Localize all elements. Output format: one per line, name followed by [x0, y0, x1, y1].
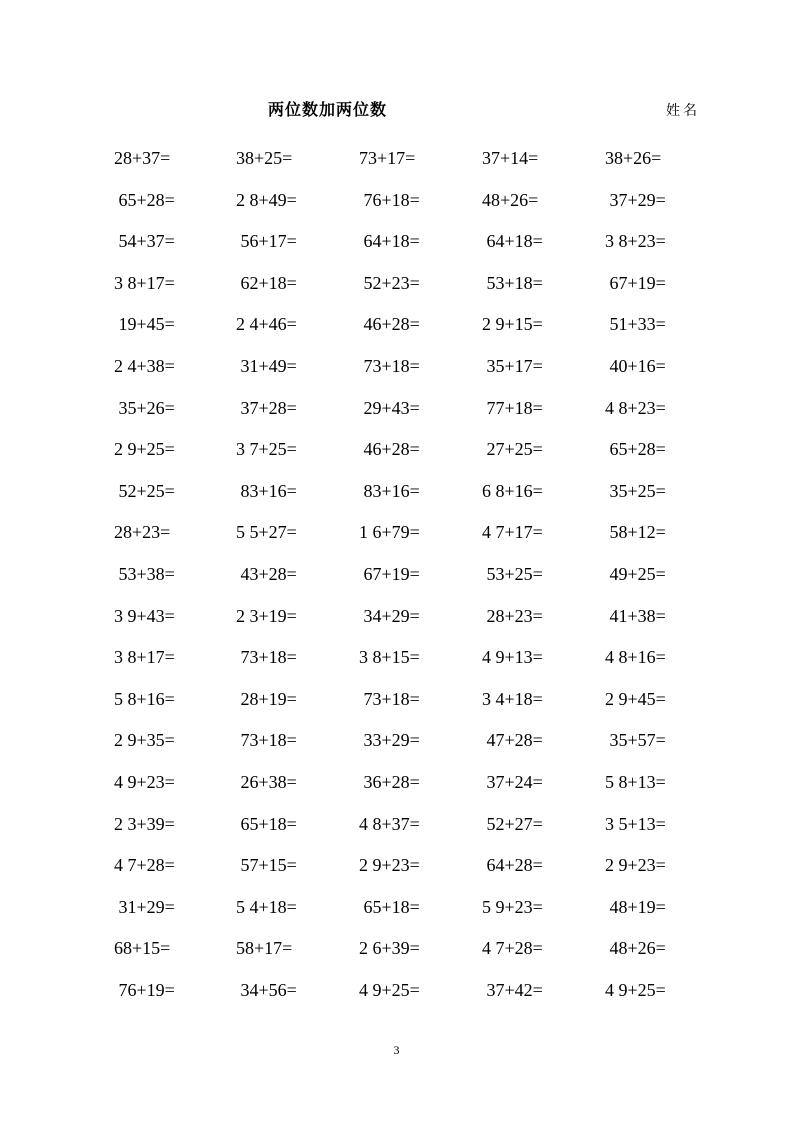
addition-problem: 54+37=: [114, 231, 175, 252]
addition-problem: 5 9+23=: [482, 896, 543, 917]
problem-row: [0, 228, 793, 270]
addition-problem: 3 5+13=: [605, 813, 666, 834]
problem-row: [0, 603, 793, 645]
addition-problem: 4 7+17=: [482, 522, 543, 543]
problem-row: [0, 977, 793, 1019]
problem-row: [0, 561, 793, 603]
addition-problem: 48+26=: [482, 189, 539, 210]
addition-problem: 2 9+25=: [114, 439, 175, 460]
addition-problem: 4 9+13=: [482, 647, 543, 668]
addition-problem: 36+28=: [359, 771, 420, 792]
addition-problem: 2 9+15=: [482, 314, 543, 335]
addition-problem: 4 8+16=: [605, 647, 666, 668]
problem-row: [0, 311, 793, 353]
addition-problem: 41+38=: [605, 605, 666, 626]
addition-problem: 4 9+25=: [359, 979, 420, 1000]
addition-problem: 4 7+28=: [482, 938, 543, 959]
problem-row: [0, 686, 793, 728]
addition-problem: 2 9+23=: [359, 855, 420, 876]
addition-problem: 28+23=: [482, 605, 543, 626]
addition-problem: 37+28=: [236, 397, 297, 418]
addition-problem: 2 9+45=: [605, 688, 666, 709]
page-number: 3: [393, 1043, 400, 1057]
addition-problem: 5 8+13=: [605, 771, 666, 792]
addition-problem: 48+19=: [605, 896, 666, 917]
problem-row: [0, 935, 793, 977]
addition-problem: 62+18=: [236, 272, 297, 293]
problem-row: [0, 811, 793, 853]
addition-problem: 5 4+18=: [236, 896, 297, 917]
addition-problem: 37+29=: [605, 189, 666, 210]
problem-row: [0, 644, 793, 686]
addition-problem: 40+16=: [605, 355, 666, 376]
addition-problem: 35+57=: [605, 730, 666, 751]
problem-row: [0, 478, 793, 520]
addition-problem: 58+12=: [605, 522, 666, 543]
addition-problem: 2 4+38=: [114, 355, 175, 376]
addition-problem: 76+18=: [359, 189, 420, 210]
addition-problem: 5 5+27=: [236, 522, 297, 543]
addition-problem: 52+27=: [482, 813, 543, 834]
addition-problem: 64+18=: [482, 231, 543, 252]
addition-problem: 26+38=: [236, 771, 297, 792]
addition-problem: 73+18=: [359, 688, 420, 709]
addition-problem: 2 3+39=: [114, 813, 175, 834]
addition-problem: 31+29=: [114, 896, 175, 917]
addition-problem: 56+17=: [236, 231, 297, 252]
addition-problem: 35+17=: [482, 355, 543, 376]
problem-row: [0, 894, 793, 936]
addition-problem: 2 9+23=: [605, 855, 666, 876]
addition-problem: 28+19=: [236, 688, 297, 709]
addition-problem: 57+15=: [236, 855, 297, 876]
problem-row: [0, 187, 793, 229]
addition-problem: 1 6+79=: [359, 522, 420, 543]
problem-row: [0, 436, 793, 478]
addition-problem: 4 9+23=: [114, 771, 175, 792]
addition-problem: 48+26=: [605, 938, 666, 959]
addition-problem: 67+19=: [359, 563, 420, 584]
addition-problem: 3 7+25=: [236, 439, 297, 460]
addition-problem: 73+17=: [359, 148, 416, 168]
addition-problem: 67+19=: [605, 272, 666, 293]
addition-problem: 52+23=: [359, 272, 420, 293]
addition-problem: 47+28=: [482, 730, 543, 751]
addition-problem: 46+28=: [359, 439, 420, 460]
addition-problem: 27+25=: [482, 439, 543, 460]
addition-problem: 35+25=: [605, 480, 666, 501]
problem-row: [0, 353, 793, 395]
addition-problem: 19+45=: [114, 314, 175, 335]
addition-problem: 33+29=: [359, 730, 420, 751]
addition-problem: 52+25=: [114, 480, 175, 501]
addition-problem: 65+28=: [114, 189, 175, 210]
addition-problem: 46+28=: [359, 314, 420, 335]
addition-problem: 65+28=: [605, 439, 666, 460]
addition-problem: 73+18=: [236, 730, 297, 751]
addition-problem: 3 9+43=: [114, 605, 175, 626]
addition-problem: 6 8+16=: [482, 480, 543, 501]
addition-problem: 77+18=: [482, 397, 543, 418]
addition-problem: 2 4+46=: [236, 314, 297, 335]
addition-problem: 37+42=: [482, 979, 543, 1000]
addition-problem: 2 8+49=: [236, 189, 297, 210]
page-title: 两位数加两位数: [268, 100, 388, 119]
addition-problem: 51+33=: [605, 314, 666, 335]
addition-problem: 76+19=: [114, 979, 175, 1000]
addition-problem: 53+38=: [114, 563, 175, 584]
addition-problem: 53+25=: [482, 563, 543, 584]
problem-row: [0, 270, 793, 312]
problem-row: [0, 769, 793, 811]
problem-row: [0, 395, 793, 437]
addition-problem: 28+23=: [114, 522, 171, 543]
name-label: 姓名: [666, 103, 700, 119]
addition-problem: 65+18=: [236, 813, 297, 834]
addition-problem: 3 8+15=: [359, 647, 420, 668]
addition-problem: 37+24=: [482, 771, 543, 792]
problem-row: [0, 519, 793, 561]
addition-problem: 28+37=: [114, 148, 171, 168]
addition-problem: 3 8+23=: [605, 231, 666, 252]
addition-problem: 68+15=: [114, 938, 171, 959]
addition-problem: 43+28=: [236, 563, 297, 584]
addition-problem: 38+26=: [605, 148, 662, 168]
problem-row: [0, 852, 793, 894]
addition-problem: 4 9+25=: [605, 979, 666, 1000]
addition-problem: 4 8+37=: [359, 813, 420, 834]
addition-problem: 49+25=: [605, 563, 666, 584]
problem-row: [0, 145, 793, 187]
addition-problem: 4 7+28=: [114, 855, 175, 876]
addition-problem: 83+16=: [359, 480, 420, 501]
addition-problem: 2 9+35=: [114, 730, 175, 751]
addition-problem: 64+28=: [482, 855, 543, 876]
addition-problem: 34+56=: [236, 979, 297, 1000]
addition-problem: 29+43=: [359, 397, 420, 418]
addition-problem: 83+16=: [236, 480, 297, 501]
problem-grid: [0, 145, 793, 1018]
problem-row: [0, 727, 793, 769]
addition-problem: 38+25=: [236, 148, 293, 168]
addition-problem: 53+18=: [482, 272, 543, 293]
addition-problem: 73+18=: [359, 355, 420, 376]
addition-problem: 4 8+23=: [605, 397, 666, 418]
addition-problem: 2 3+19=: [236, 605, 297, 626]
addition-problem: 3 8+17=: [114, 647, 175, 668]
addition-problem: 2 6+39=: [359, 938, 420, 959]
addition-problem: 3 4+18=: [482, 688, 543, 709]
addition-problem: 65+18=: [359, 896, 420, 917]
addition-problem: 35+26=: [114, 397, 175, 418]
addition-problem: 58+17=: [236, 938, 293, 959]
addition-problem: 34+29=: [359, 605, 420, 626]
addition-problem: 3 8+17=: [114, 272, 175, 293]
addition-problem: 31+49=: [236, 355, 297, 376]
addition-problem: 37+14=: [482, 148, 539, 168]
addition-problem: 5 8+16=: [114, 688, 175, 709]
addition-problem: 64+18=: [359, 231, 420, 252]
addition-problem: 73+18=: [236, 647, 297, 668]
